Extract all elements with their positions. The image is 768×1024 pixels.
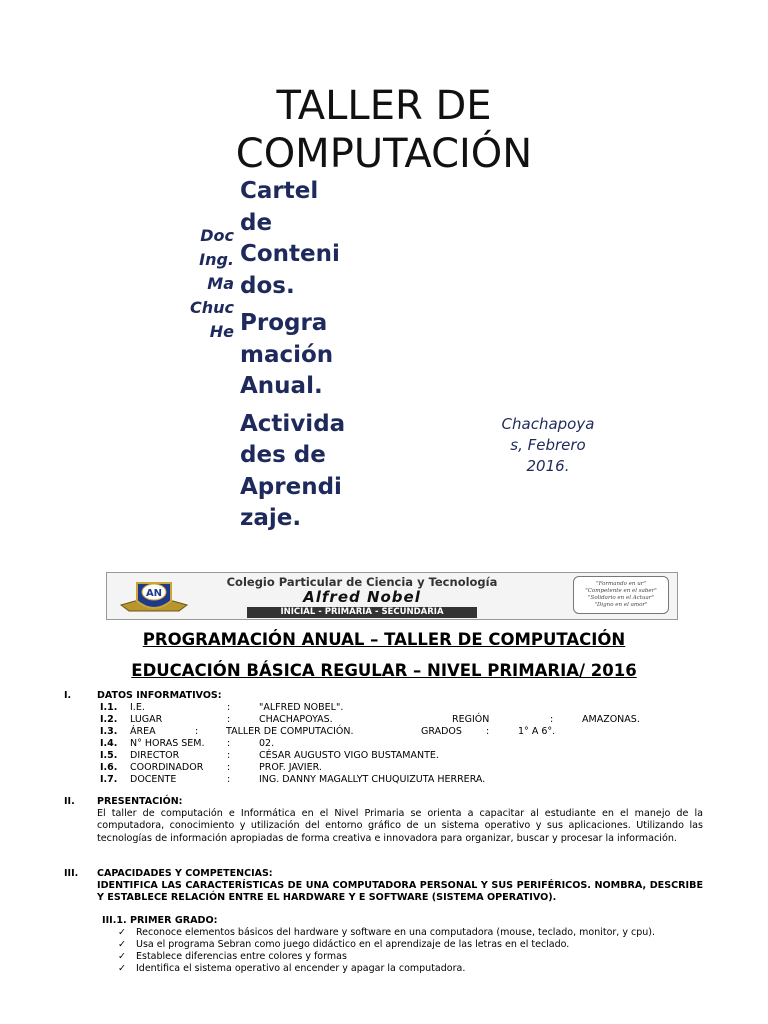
- datos-value: CÉSAR AUGUSTO VIGO BUSTAMANTE.: [259, 750, 439, 761]
- datos-num: I.3.: [100, 726, 118, 737]
- banner-motto-seal: [573, 576, 669, 614]
- datos-colon: :: [227, 714, 231, 725]
- contents-line: Anual.: [240, 373, 323, 399]
- datos-row: [100, 762, 700, 774]
- contents-line: de: [240, 209, 273, 236]
- datos-label: I.E.: [130, 702, 145, 713]
- list-item-text: Reconoce elementos básicos del hardware y software en una computadora (mouse, teclado, monitor, y cpu).: [136, 927, 655, 938]
- cover-docente-block: [180, 224, 234, 344]
- heading-educacion: EDUCACIÓN BÁSICA REGULAR – NIVEL PRIMARIA/ 2016: [131, 661, 637, 680]
- datos-colon: :: [227, 738, 231, 749]
- school-banner: [106, 572, 678, 620]
- contents-line: Progra: [240, 310, 328, 336]
- datos-row: [100, 702, 700, 714]
- cover-title: [0, 82, 768, 178]
- cover-title-line: COMPUTACIÓN: [235, 131, 533, 177]
- datos-value-2: 1° A 6°.: [518, 726, 556, 737]
- seal-line: "Formando en ur": [596, 581, 646, 587]
- datos-num: I.6.: [100, 762, 118, 773]
- datos-label: LUGAR: [130, 714, 163, 725]
- docente-line: He: [209, 322, 234, 341]
- datos-num: I.2.: [100, 714, 118, 725]
- banner-school-name: Alfred Nobel: [303, 588, 421, 606]
- check-icon: ✓: [118, 963, 126, 974]
- datos-colon: :: [227, 774, 231, 785]
- contents-line: mación: [240, 341, 334, 368]
- datos-label: N° HORAS SEM.: [130, 738, 205, 749]
- datos-value: PROF. JAVIER.: [259, 762, 322, 773]
- banner-levels: INICIAL - PRIMARIA - SECUNDARIA: [247, 607, 477, 618]
- datos-colon: :: [195, 726, 199, 737]
- docente-line: Doc: [200, 226, 234, 245]
- datos-row: [100, 738, 700, 750]
- datos-label: DOCENTE: [130, 774, 177, 785]
- contents-line: Cartel: [240, 178, 319, 204]
- docente-line: Chuc: [189, 298, 234, 317]
- datos-colon-2: :: [550, 714, 554, 725]
- datos-value: TALLER DE COMPUTACIÓN.: [226, 726, 354, 737]
- datos-row: [100, 714, 700, 726]
- datos-value: CHACHAPOYAS.: [259, 714, 333, 725]
- datos-value: 02.: [259, 738, 275, 749]
- contents-line: Aprendi: [240, 473, 342, 500]
- contents-line: zaje.: [240, 505, 302, 531]
- check-icon: ✓: [118, 951, 126, 962]
- list-item: [118, 951, 347, 963]
- section-title: DATOS INFORMATIVOS:: [97, 690, 222, 701]
- subsection-title: III.1. PRIMER GRADO:: [102, 915, 218, 926]
- datos-colon: :: [227, 702, 231, 713]
- docente-line: Ing.: [199, 250, 234, 269]
- contents-line: des de: [240, 442, 326, 468]
- datos-label: COORDINADOR: [130, 762, 204, 773]
- logo-text: AN: [145, 588, 163, 599]
- list-item: [118, 963, 465, 975]
- city-line: Chachapoya: [501, 415, 595, 433]
- section-title: PRESENTACIÓN:: [97, 796, 183, 807]
- datos-colon: :: [227, 762, 231, 773]
- section-title: CAPACIDADES Y COMPETENCIAS:: [97, 868, 273, 879]
- list-item-text: Identifica el sistema operativo al encender y apagar la computadora.: [136, 963, 466, 974]
- capacidades-statement: IDENTIFICA LAS CARACTERÍSTICAS DE UNA COMPUTADORA PERSONAL Y SUS PERIFÉRICOS. NOMBRA, DESCRIBE Y ESTABLECE RELACIÓN ENTRE EL HARDWARE Y E SOFTWARE (SISTEMA OPERATIVO).: [97, 880, 703, 904]
- seal-line: "Solidario en el Actuar": [588, 595, 654, 601]
- contents-line: Activida: [240, 410, 346, 437]
- datos-num: I.5.: [100, 750, 118, 761]
- city-line: 2016.: [526, 457, 570, 475]
- list-item: [118, 939, 569, 951]
- cover-contents-list: [240, 176, 370, 535]
- datos-num: I.7.: [100, 774, 118, 785]
- list-item-text: Usa el programa Sebran como juego didáctico en el aprendizaje de las letras en el teclado.: [136, 939, 570, 950]
- datos-row: [100, 774, 700, 786]
- city-line: s, Febrero: [510, 436, 586, 454]
- seal-line: "Competente en el saber": [585, 588, 657, 594]
- cover-city-date: [486, 414, 610, 477]
- datos-label-2: REGIÓN: [452, 714, 490, 725]
- contents-line: dos.: [240, 272, 295, 299]
- datos-num: I.4.: [100, 738, 118, 749]
- section-number: I.: [64, 690, 72, 701]
- docente-line: Ma: [207, 274, 234, 293]
- datos-row: [100, 750, 700, 762]
- datos-label: ÁREA: [130, 726, 156, 737]
- datos-row: [100, 726, 700, 738]
- seal-line: "Digno en el amor": [594, 602, 648, 608]
- datos-label-2: GRADOS: [421, 726, 462, 737]
- list-item: [118, 927, 655, 939]
- datos-value: ING. DANNY MAGALLYT CHUQUIZUTA HERRERA.: [259, 774, 486, 785]
- check-icon: ✓: [118, 939, 126, 950]
- contents-line: Conteni: [240, 241, 340, 267]
- banner-text: [207, 575, 517, 618]
- section-number: III.: [64, 868, 79, 879]
- banner-school-line: Colegio Particular de Ciencia y Tecnología: [226, 575, 498, 589]
- datos-value-2: AMAZONAS.: [582, 714, 640, 725]
- check-icon: ✓: [118, 927, 126, 938]
- presentacion-paragraph: El taller de computación e Informática en el Nivel Primaria se orienta a capacitar al estudiante en el manejo de la computadora, conocimiento y utilización del entorno gráfico de un sistema operativo y sus aplicaciones. Utilizando las tecnologías de información apropiadas de forma creativa e innovadora para organizar, buscar y procesar la información.: [97, 808, 703, 844]
- list-item-text: Establece diferencias entre colores y formas: [136, 951, 347, 962]
- datos-colon: :: [227, 750, 231, 761]
- datos-num: I.1.: [100, 702, 118, 713]
- datos-colon-2: :: [486, 726, 490, 737]
- cover-title-line: TALLER DE: [276, 83, 492, 129]
- section-number: II.: [64, 796, 75, 807]
- datos-label: DIRECTOR: [130, 750, 180, 761]
- datos-value: "ALFRED NOBEL".: [259, 702, 344, 713]
- heading-programacion: PROGRAMACIÓN ANUAL – TALLER DE COMPUTACIÓN: [142, 630, 626, 649]
- school-logo-icon: [117, 575, 191, 617]
